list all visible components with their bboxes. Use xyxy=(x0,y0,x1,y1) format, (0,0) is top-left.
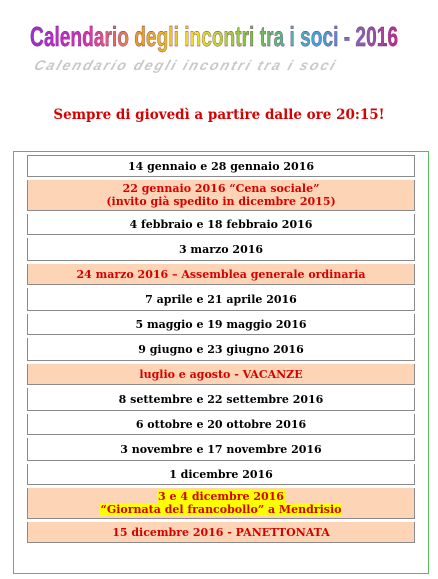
table-row xyxy=(27,156,415,177)
table-row xyxy=(27,264,415,285)
row-text: 4 febbraio e 18 febbraio 2016 xyxy=(129,217,313,231)
table-row xyxy=(27,488,415,519)
row-text: 5 maggio e 19 maggio 2016 xyxy=(135,317,307,331)
row-text: 3 marzo 2016 xyxy=(178,242,264,256)
row-text: 14 gennaio e 28 gennaio 2016 xyxy=(127,159,315,173)
table-row xyxy=(27,180,415,211)
banner-title: Calendario degli incontri tra i soci - 2016 xyxy=(30,21,398,52)
table-row xyxy=(27,414,415,435)
row-text: 7 aprile e 21 aprile 2016 xyxy=(145,292,297,306)
row-text: 8 settembre e 22 settembre 2016 xyxy=(118,392,324,406)
row-text: luglio e agosto - VACANZE xyxy=(139,367,303,381)
row-text: 3 novembre e 17 novembre 2016 xyxy=(120,442,322,456)
row-text: (invito già spedito in dicembre 2015) xyxy=(106,195,336,208)
row-text: 1 dicembre 2016 xyxy=(169,467,273,481)
table-row xyxy=(27,388,415,411)
table-row xyxy=(27,438,415,461)
row-text: 9 giugno e 23 giugno 2016 xyxy=(138,342,304,356)
table-row xyxy=(27,364,415,385)
table-row xyxy=(27,522,415,543)
subtitle: Sempre di giovedì a partire dalle ore 20:15! xyxy=(53,107,385,123)
row-text: 6 ottobre e 20 ottobre 2016 xyxy=(135,417,307,431)
table-row xyxy=(27,214,415,235)
table-row xyxy=(27,464,415,485)
banner-wordart xyxy=(30,6,400,84)
row-text: 15 dicembre 2016 - PANETTONATA xyxy=(112,525,330,539)
table-row xyxy=(27,288,415,311)
banner-shadow-text: Calendario degli incontri tra i soci xyxy=(31,58,338,74)
row-text: 22 gennaio 2016 “Cena sociale” xyxy=(122,182,320,195)
table-row xyxy=(27,314,415,335)
row-text: 3 e 4 dicembre 2016 xyxy=(158,490,284,503)
table-row xyxy=(27,338,415,361)
table-row xyxy=(27,238,415,261)
calendar-table xyxy=(27,155,415,543)
row-text: “Giornata del francobollo” a Mendrisio xyxy=(100,503,342,516)
row-text: 24 marzo 2016 – Assemblea generale ordinaria xyxy=(76,267,366,281)
